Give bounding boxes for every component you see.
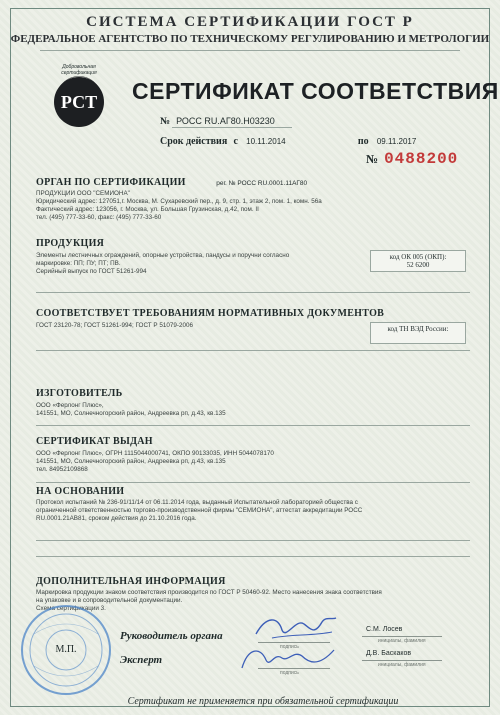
head-name: С.М. Лосев bbox=[366, 626, 403, 633]
basis-line-3: RU.0001.21АВ81, сроком действия до 21.10.2016 года. bbox=[36, 515, 197, 522]
svg-text:РСТ: РСТ bbox=[60, 92, 98, 112]
basis-title: НА ОСНОВАНИИ bbox=[36, 486, 125, 497]
reg-number-value: РОСС RU.АГ80.Н03230 bbox=[176, 116, 275, 126]
certificate-title: СЕРТИФИКАТ СООТВЕТСТВИЯ bbox=[132, 78, 499, 104]
product-section bbox=[36, 238, 360, 276]
additional-line-3: Схема сертификации 3. bbox=[36, 605, 106, 612]
system-title: СИСТЕМА СЕРТИФИКАЦИИ ГОСТ Р bbox=[86, 14, 414, 30]
manufacturer-divider bbox=[36, 425, 470, 426]
regno-underline bbox=[172, 127, 292, 128]
expert-sign-caption: подпись bbox=[280, 670, 299, 676]
organ-line-1: ПРОДУКЦИИ ООО "СЕМИОНА" bbox=[36, 190, 130, 197]
head-sign-caption: подпись bbox=[280, 644, 299, 650]
validity-to: 09.11.2017 bbox=[376, 137, 417, 146]
validity-from: 10.11.2014 bbox=[246, 137, 286, 146]
additional-line-2: на упаковке и в сопроводительной документации. bbox=[36, 597, 183, 604]
expert-label: Эксперт bbox=[120, 654, 163, 666]
issued-divider bbox=[36, 482, 470, 483]
organ-line-2: Юридический адрес: 127051,г. Москва, М. Сухаревский пер., д. 9, стр. 1, этаж 2, пом. 1, комн. 56а bbox=[36, 198, 322, 205]
okp-value: 52 6200 bbox=[406, 261, 430, 269]
serial-label: № bbox=[366, 152, 379, 166]
agency-title: ФЕДЕРАЛЬНОЕ АГЕНТСТВО ПО ТЕХНИЧЕСКОМУ РЕГУЛИРОВАНИЮ И МЕТРОЛОГИИ bbox=[10, 33, 490, 45]
issued-line-2: 141551, МО, Солнечногорский район, Андреевка рп, д.43, кв.135 bbox=[36, 458, 226, 465]
additional-title: ДОПОЛНИТЕЛЬНАЯ ИНФОРМАЦИЯ bbox=[36, 576, 226, 587]
head-name-line bbox=[362, 636, 442, 637]
manufacturer-line-1: ООО «Ферлонг Плюс», bbox=[36, 402, 104, 409]
official-seal bbox=[20, 604, 112, 696]
certificate-note: Сертификат не применяется при обязательной сертификации bbox=[127, 696, 399, 707]
organ-line-4: тел. (495) 777-33-60, факс: (495) 777-33-60 bbox=[36, 214, 162, 221]
head-name-caption: инициалы, фамилия bbox=[378, 638, 426, 644]
organ-title: ОРГАН ПО СЕРТИФИКАЦИИ bbox=[36, 177, 186, 188]
expert-name-line bbox=[362, 660, 442, 661]
product-line-3: Серийный выпуск по ГОСТ 51261-994 bbox=[36, 268, 147, 275]
issued-section bbox=[36, 436, 470, 474]
additional-line-1: Маркировка продукции знаком соответствия производится по ГОСТ Р 50460-92. Место нанесения знака соответствия bbox=[36, 589, 382, 596]
product-line-1: Элементы лестничных ограждений, опорные устройства, пандусы и поручни согласно bbox=[36, 252, 290, 259]
registration-number bbox=[160, 116, 275, 127]
seal-letters: М.П. bbox=[55, 644, 77, 655]
gost-logo bbox=[52, 62, 106, 142]
product-divider bbox=[36, 292, 470, 293]
serial-value: 0488200 bbox=[384, 150, 459, 168]
basis-section bbox=[36, 486, 470, 523]
expert-name-caption: инициалы, фамилия bbox=[378, 662, 426, 668]
manufacturer-line-2: 141551, МО, Солнечногорский район, Андреевка рп, д.43, кв.135 bbox=[36, 410, 226, 417]
logo-caption: Добровольная сертификация bbox=[61, 64, 97, 76]
manufacturer-title: ИЗГОТОВИТЕЛЬ bbox=[36, 388, 123, 399]
okp-code-box bbox=[370, 250, 466, 272]
head-label: Руководитель органа bbox=[120, 630, 223, 642]
issued-title: СЕРТИФИКАТ ВЫДАН bbox=[36, 436, 153, 447]
no-label: № bbox=[160, 116, 171, 127]
basis-line-1: Протокол испытаний № 236-91/11/14 от 06.11.2014 года, выданный Испытательной лабораторией общества с bbox=[36, 499, 358, 506]
tnved-label: код ТН ВЭД России: bbox=[387, 325, 449, 333]
serial-number bbox=[366, 150, 458, 168]
expert-name: Д.В. Баскаков bbox=[366, 650, 412, 657]
validity-from-label: с bbox=[233, 136, 238, 147]
organ-line-3: Фактический адрес: 123056, г. Москва, ул. Большая Грузинская, д.42, пом. II bbox=[36, 206, 259, 213]
validity bbox=[160, 136, 416, 147]
conformity-title: СООТВЕТСТВУЕТ ТРЕБОВАНИЯМ НОРМАТИВНЫХ ДОКУМЕНТОВ bbox=[36, 308, 385, 319]
organ-section bbox=[36, 172, 470, 222]
basis-divider-1 bbox=[36, 540, 470, 541]
product-title: ПРОДУКЦИЯ bbox=[36, 238, 105, 249]
okp-label: код ОК 005 (ОКП): bbox=[389, 253, 447, 261]
validity-to-label: по bbox=[357, 136, 369, 147]
issued-line-3: тел. 84952109868 bbox=[36, 466, 88, 473]
issued-line-1: ООО «Ферлонг Плюс», ОГРН 1115044000741, ОКПО 90133035, ИНН 5044078170 bbox=[36, 450, 274, 457]
expert-signature-icon bbox=[238, 642, 338, 676]
conformity-text: ГОСТ 23120-78; ГОСТ 51261-994; ГОСТ Р 51079-2006 bbox=[36, 322, 193, 329]
tnved-code-box bbox=[370, 322, 466, 344]
validity-label: Срок действия bbox=[160, 136, 228, 147]
conformity-divider bbox=[36, 350, 470, 351]
basis-line-2: ограниченной ответственностью торгово-производственной фирмы "СЕМИОНА", аттестат аккредитации РОСС bbox=[36, 507, 363, 514]
header-divider bbox=[40, 50, 460, 51]
manufacturer-section bbox=[36, 388, 470, 418]
product-line-2: маркировке: ПП; ПУ; ПТ; ПВ. bbox=[36, 260, 121, 267]
basis-divider-2 bbox=[36, 556, 470, 557]
head-signature-icon bbox=[252, 612, 338, 644]
organ-reg: рег. № РОСС RU.0001.11АГ80 bbox=[216, 180, 308, 187]
